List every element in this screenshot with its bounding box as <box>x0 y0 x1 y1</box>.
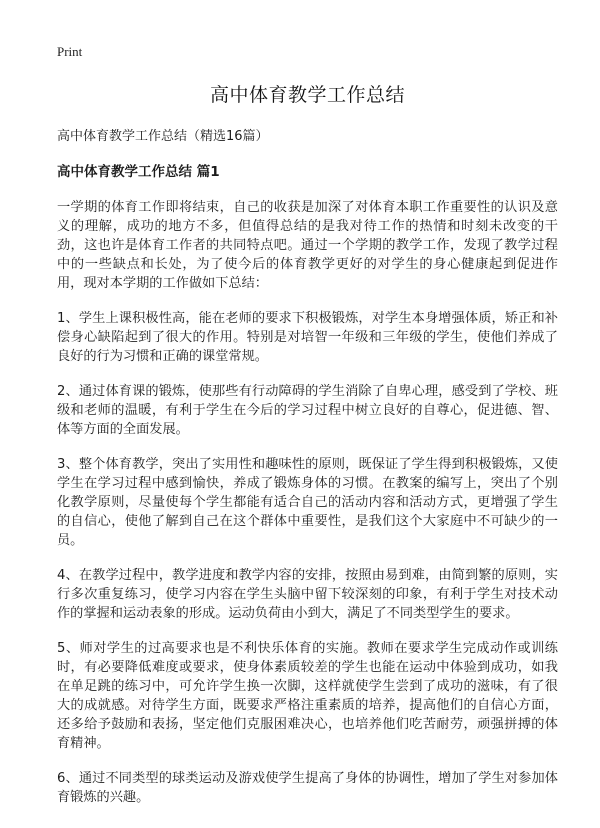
paragraph-1: 1、学生上课积极性高，能在老师的要求下积极锻炼，对学生本身增强体质，矫正和补偿身心缺陷起到了很大的作用。特别是对培智一年级和三年级的学生，使他们养成了良好的行为习惯和正确的课堂常规。 <box>57 311 558 364</box>
section-heading: 高中体育教学工作总结 篇1 <box>57 164 220 180</box>
document-title: 高中体育教学工作总结 <box>209 84 405 106</box>
document-subtitle: 高中体育教学工作总结（精选16篇） <box>57 129 269 144</box>
paragraph-intro: 一学期的体育工作即将结束，自己的收获是加深了对体育本职工作重要性的认识及意义的理解，成功的地方不多，但值得总结的是我对待工作的热情和时刻未改变的干劲，这也许是体育工作者的共同特点吧。通过一个学期的教学工作，发现了教学过程中的一些缺点和长处，为了使今后的体育教学更好的对学生的身心健康起到促进作用，现对本学期的工作做如下总结： <box>57 200 558 291</box>
paragraph-3: 3、整个体育教学，突出了实用性和趣味性的原则，既保证了学生得到积极锻炼，又使学生在学习过程中感到愉快，养成了锻炼身体的习惯。在教案的编写上，突出了个别化教学原则，尽量使每个学生都能有适合自己的活动内容和活动方式，更增强了学生的自信心，使他了解到自己在这个群体中重要性，是我们这个大家庭中不可缺少的一员。 <box>57 457 558 548</box>
paragraph-6: 6、通过不同类型的球类运动及游戏使学生提高了身体的协调性，增加了学生对参加体育锻炼的兴趣。 <box>57 771 558 805</box>
print-label: Print <box>57 44 83 59</box>
paragraph-2: 2、通过体育课的锻炼，使那些有行动障碍的学生消除了自卑心理，感受到了学校、班级和老师的温暖，有利于学生在今后的学习过程中树立良好的自尊心，促进德、智、体等方面的全面发展。 <box>57 384 558 437</box>
paragraph-5: 5、师对学生的过高要求也是不利快乐体育的实施。教师在要求学生完成动作或训练时，有必要降低难度或要求，使身体素质较差的学生也能在运动中体验到成功，如我在单足跳的练习中，可允许学生换一次脚，这样就使学生尝到了成功的滋味，有了很大的成就感。对待学生方面，既要求严格注重素质的培养，提高他们的自信心方面，还多给予鼓励和表扬，坚定他们克服困难决心，也培养他们吃苦耐劳，顽强拼搏的体育精神。 <box>57 641 558 751</box>
paragraph-4: 4、在教学过程中，教学进度和教学内容的安排，按照由易到难，由简到繁的原则，实行多次重复练习，使学习内容在学生头脑中留下较深刻的印象，有利于学生对技术动作的掌握和运动表象的形成。运动负荷由小到大，满足了不同类型学生的要求。 <box>57 568 558 621</box>
